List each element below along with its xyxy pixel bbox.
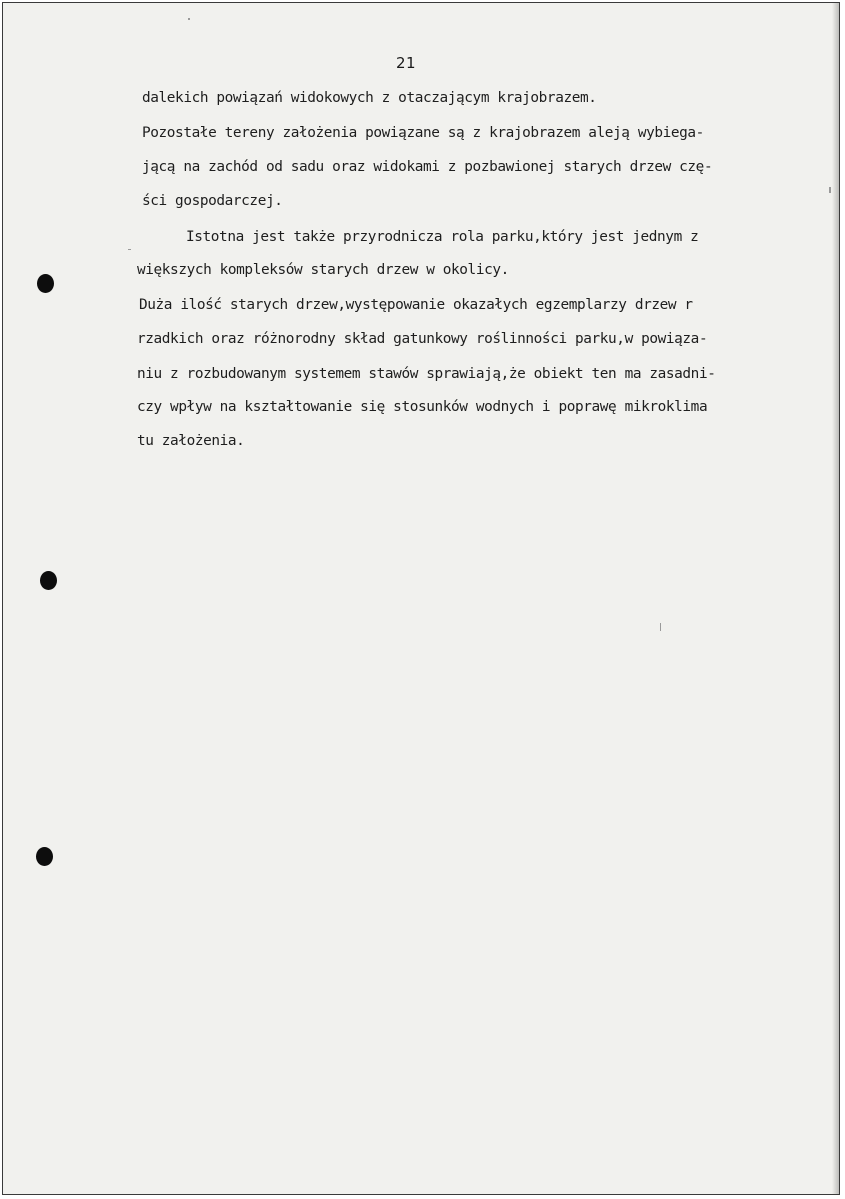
page-number: 21 [396,54,417,72]
text-line-9: niu z rozbudowanym systemem stawów sprawiają,że obiekt ten ma zasadni- [137,366,716,382]
text-line-4: ści gospodarczej. [142,193,283,209]
paper-speck [188,18,190,20]
punch-hole-bottom [36,847,53,866]
text-line-2: Pozostałe tereny założenia powiązane są z krajobrazem aleją wybiega- [142,125,704,141]
document-page [2,2,840,1195]
paper-speck [829,187,831,193]
punch-hole-top [37,274,54,293]
paper-speck [660,623,661,631]
text-line-8: rzadkich oraz różnorodny skład gatunkowy roślinności parku,w powiąza- [137,331,708,347]
punch-hole-middle [40,571,57,590]
text-line-6: większych kompleksów starych drzew w okolicy. [137,262,509,278]
paper-edge-shadow [832,3,839,1194]
text-line-3: jącą na zachód od sadu oraz widokami z pozbawionej starych drzew czę- [142,159,713,175]
text-line-5: Istotna jest także przyrodnicza rola parku,który jest jednym z [186,229,699,245]
text-line-10: czy wpływ na kształtowanie się stosunków wodnych i poprawę mikroklima [137,399,708,415]
paper-speck [128,249,131,250]
text-line-7: Duża ilość starych drzew,występowanie okazałych egzemplarzy drzew r [139,297,693,313]
text-line-1: dalekich powiązań widokowych z otaczającym krajobrazem. [142,90,597,106]
text-line-11: tu założenia. [137,433,245,449]
